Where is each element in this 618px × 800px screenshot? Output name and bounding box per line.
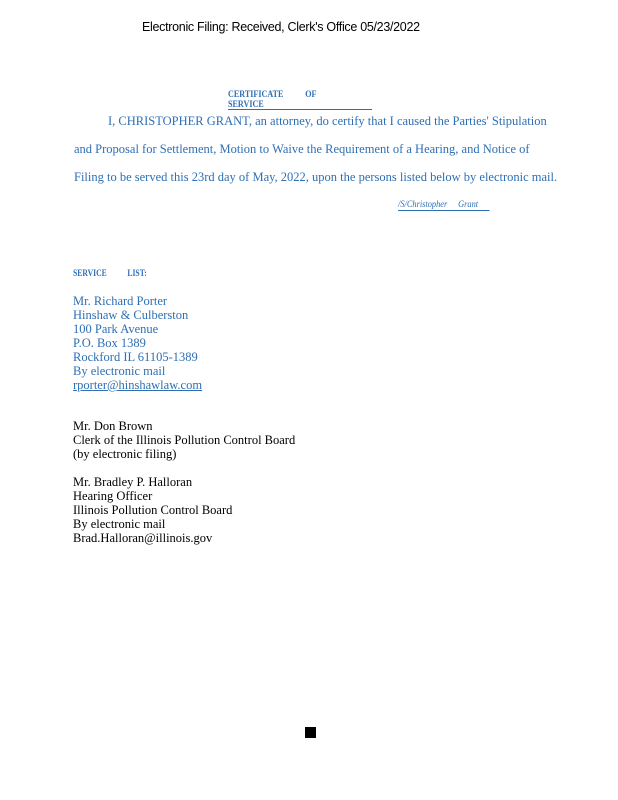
recipient-line: Hearing Officer <box>73 489 153 503</box>
recipient-line: 100 Park Avenue <box>73 322 159 336</box>
page-marker <box>305 727 316 738</box>
service-list-heading: SERVICE LIST: <box>73 268 147 278</box>
recipient-line: Mr. Richard Porter <box>73 294 168 308</box>
certificate-line-3: Filing to be served this 23rd day of May, 2022, upon the persons listed below by electronic mail. <box>74 170 558 184</box>
recipient-line: Clerk of the Illinois Pollution Control Board <box>73 433 296 447</box>
recipient-line: (by electronic filing) <box>73 447 177 461</box>
recipient-line: P.O. Box 1389 <box>73 336 146 350</box>
signature: /S/Christopher Grant <box>398 200 490 211</box>
recipient-line: By electronic mail <box>73 364 166 378</box>
filing-stamp: Electronic Filing: Received, Clerk's Office 05/23/2022 <box>142 20 420 34</box>
recipient-porter <box>73 294 202 392</box>
recipient-line: Mr. Bradley P. Halloran <box>73 475 193 489</box>
recipient-line: Brad.Halloran@illinois.gov <box>73 531 213 545</box>
recipient-line: Hinshaw & Culberston <box>73 308 189 322</box>
recipient-line: Mr. Don Brown <box>73 419 153 433</box>
email-link[interactable]: rporter@hinshawlaw.com <box>73 378 203 392</box>
certificate-line-2: and Proposal for Settlement, Motion to Waive the Requirement of a Hearing, and Notice of <box>74 142 530 156</box>
certificate-title: CERTIFICATE OF SERVICE <box>228 89 372 110</box>
recipient-line: Illinois Pollution Control Board <box>73 503 233 517</box>
recipient-line: Rockford IL 61105-1389 <box>73 350 198 364</box>
recipient-halloran <box>73 475 232 545</box>
recipient-brown <box>73 419 295 461</box>
recipient-line: By electronic mail <box>73 517 166 531</box>
certificate-line-1: I, CHRISTOPHER GRANT, an attorney, do certify that I caused the Parties' Stipulation <box>108 114 547 128</box>
